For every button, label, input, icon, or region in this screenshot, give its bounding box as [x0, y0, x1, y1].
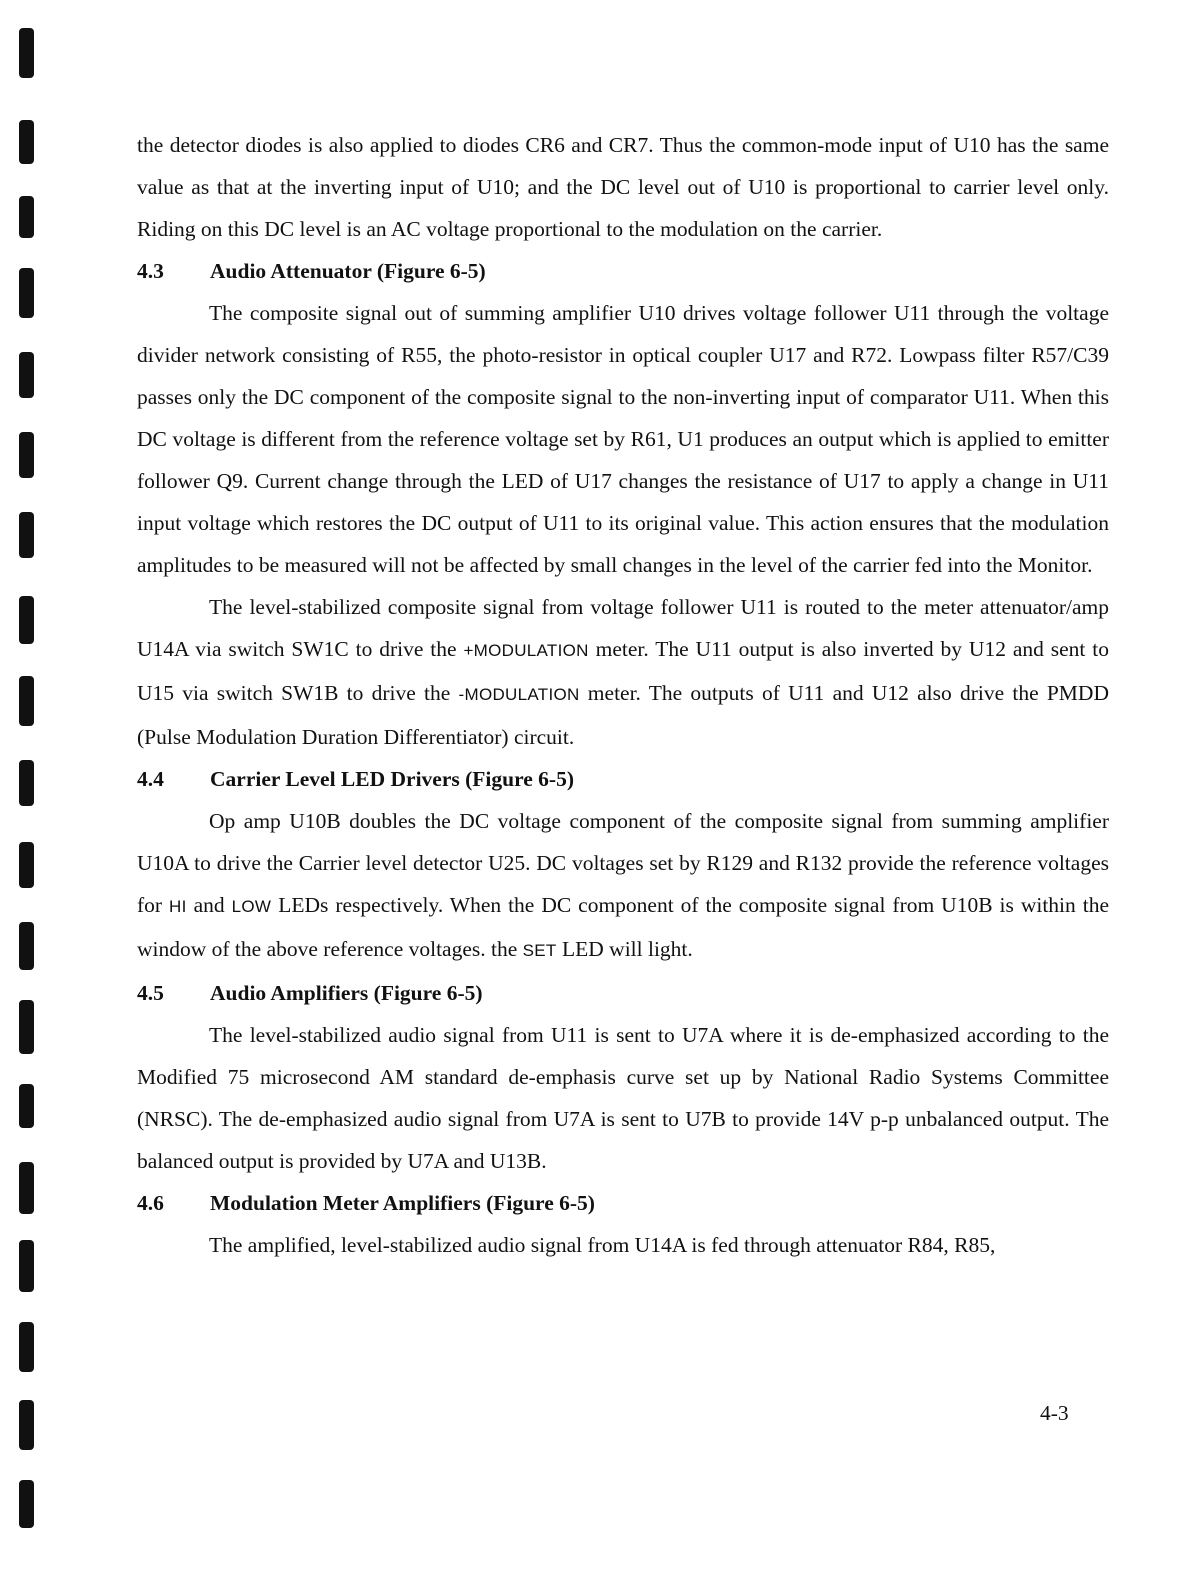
panel-label-text: SET: [522, 941, 557, 960]
body-paragraph: [137, 586, 1109, 758]
paragraph-text: meter. The U11 output is also inverted by U12 and sent to U15 via switch SW1B to drive the: [137, 637, 1109, 705]
binding-mark: [19, 196, 34, 238]
section-title: Audio Amplifiers (Figure 6-5): [210, 981, 483, 1005]
binding-mark: [19, 760, 34, 806]
binding-mark: [19, 1480, 34, 1528]
binding-mark: [19, 1240, 34, 1292]
section-number: 4.4: [137, 767, 164, 791]
paragraph-text: the detector diodes is also applied to diodes CR6 and CR7. Thus the common-mode input of U10 has the same value as that at the inverting input of U10; and the DC level out of U10 is proportional to carrier level only. Riding on this DC level is an AC voltage proportional to the modulation on the carrier.: [137, 133, 1109, 241]
section-title: Carrier Level LED Drivers (Figure 6-5): [210, 767, 574, 791]
binding-mark: [19, 842, 34, 888]
section-heading: [137, 250, 1109, 292]
binding-mark: [19, 1084, 34, 1128]
paragraph-text: The composite signal out of summing amplifier U10 drives voltage follower U11 through the voltage divider network consisting of R55, the photo-resistor in optical coupler U17 and R72. Lowpass filter R57/C39 passes only the DC component of the composite signal to the non-inverting input of comparator U11. When this DC voltage is different from the reference voltage set by R61, U1 produces an output which is applied to emitter follower Q9. Current change through the LED of U17 changes the resistance of U17 to apply a change in U11 input voltage which restores the DC output of U11 to its original value. This action ensures that the modulation amplitudes to be measured will not be affected by small changes in the level of the carrier fed into the Monitor.: [137, 301, 1109, 577]
section-heading: [137, 972, 1109, 1014]
binding-mark: [19, 1000, 34, 1054]
binding-mark: [19, 352, 34, 398]
paragraph-text: LEDs respectively. When the DC component of the composite signal from U10B is within the window of the above reference voltages. the: [137, 893, 1109, 961]
panel-label-text: +MODULATION: [463, 641, 589, 660]
body-paragraph: [137, 1014, 1109, 1182]
body-text: [137, 124, 1109, 1266]
binding-mark: [19, 512, 34, 558]
body-paragraph: [137, 124, 1109, 250]
paragraph-text: The level-stabilized composite signal from voltage follower U11 is routed to the meter attenuator/amp U14A via switch SW1C to drive the: [137, 595, 1109, 661]
panel-label-text: HI: [169, 897, 187, 916]
binding-mark: [19, 120, 34, 164]
panel-label-text: LOW: [231, 897, 272, 916]
binding-mark: [19, 676, 34, 726]
paragraph-text: The amplified, level-stabilized audio signal from U14A is fed through attenuator R84, R85,: [209, 1233, 996, 1257]
binding-mark: [19, 432, 34, 478]
binding-mark: [19, 28, 34, 78]
body-paragraph: [137, 800, 1109, 972]
section-heading: [137, 1182, 1109, 1224]
paragraph-text: Op amp U10B doubles the DC voltage component of the composite signal from summing amplifier U10A to drive the Carrier level detector U25. DC voltages set by R129 and R132 provide the reference voltages for: [137, 809, 1109, 917]
binding-mark: [19, 1162, 34, 1214]
paragraph-text: LED will light.: [556, 937, 693, 961]
paragraph-text: The level-stabilized audio signal from U11 is sent to U7A where it is de-emphasized according to the Modified 75 microsecond AM standard de-emphasis curve set up by National Radio Systems Committee (NRSC). The de-emphasized audio signal from U7A is sent to U7B to provide 14V p-p unbalanced output. The balanced output is provided by U7A and U13B.: [137, 1023, 1109, 1173]
binding-mark: [19, 1400, 34, 1450]
binding-mark: [19, 922, 34, 970]
binding-mark: [19, 596, 34, 644]
section-number: 4.5: [137, 981, 164, 1005]
panel-label-text: -MODULATION: [458, 685, 580, 704]
binding-mark: [19, 268, 34, 318]
section-title: Audio Attenuator (Figure 6-5): [210, 259, 486, 283]
binding-marks: [0, 0, 60, 1578]
paragraph-text: and: [186, 893, 232, 917]
section-heading: [137, 758, 1109, 800]
section-title: Modulation Meter Amplifiers (Figure 6-5): [210, 1191, 595, 1215]
section-number: 4.6: [137, 1191, 164, 1215]
page-number: 4-3: [1040, 1401, 1069, 1425]
paragraph-text: meter. The outputs of U11 and U12 also drive the PMDD (Pulse Modulation Duration Differentiator) circuit.: [137, 681, 1109, 749]
binding-mark: [19, 1322, 34, 1372]
body-paragraph: [137, 292, 1109, 586]
section-number: 4.3: [137, 259, 164, 283]
body-paragraph: [137, 1224, 1109, 1266]
